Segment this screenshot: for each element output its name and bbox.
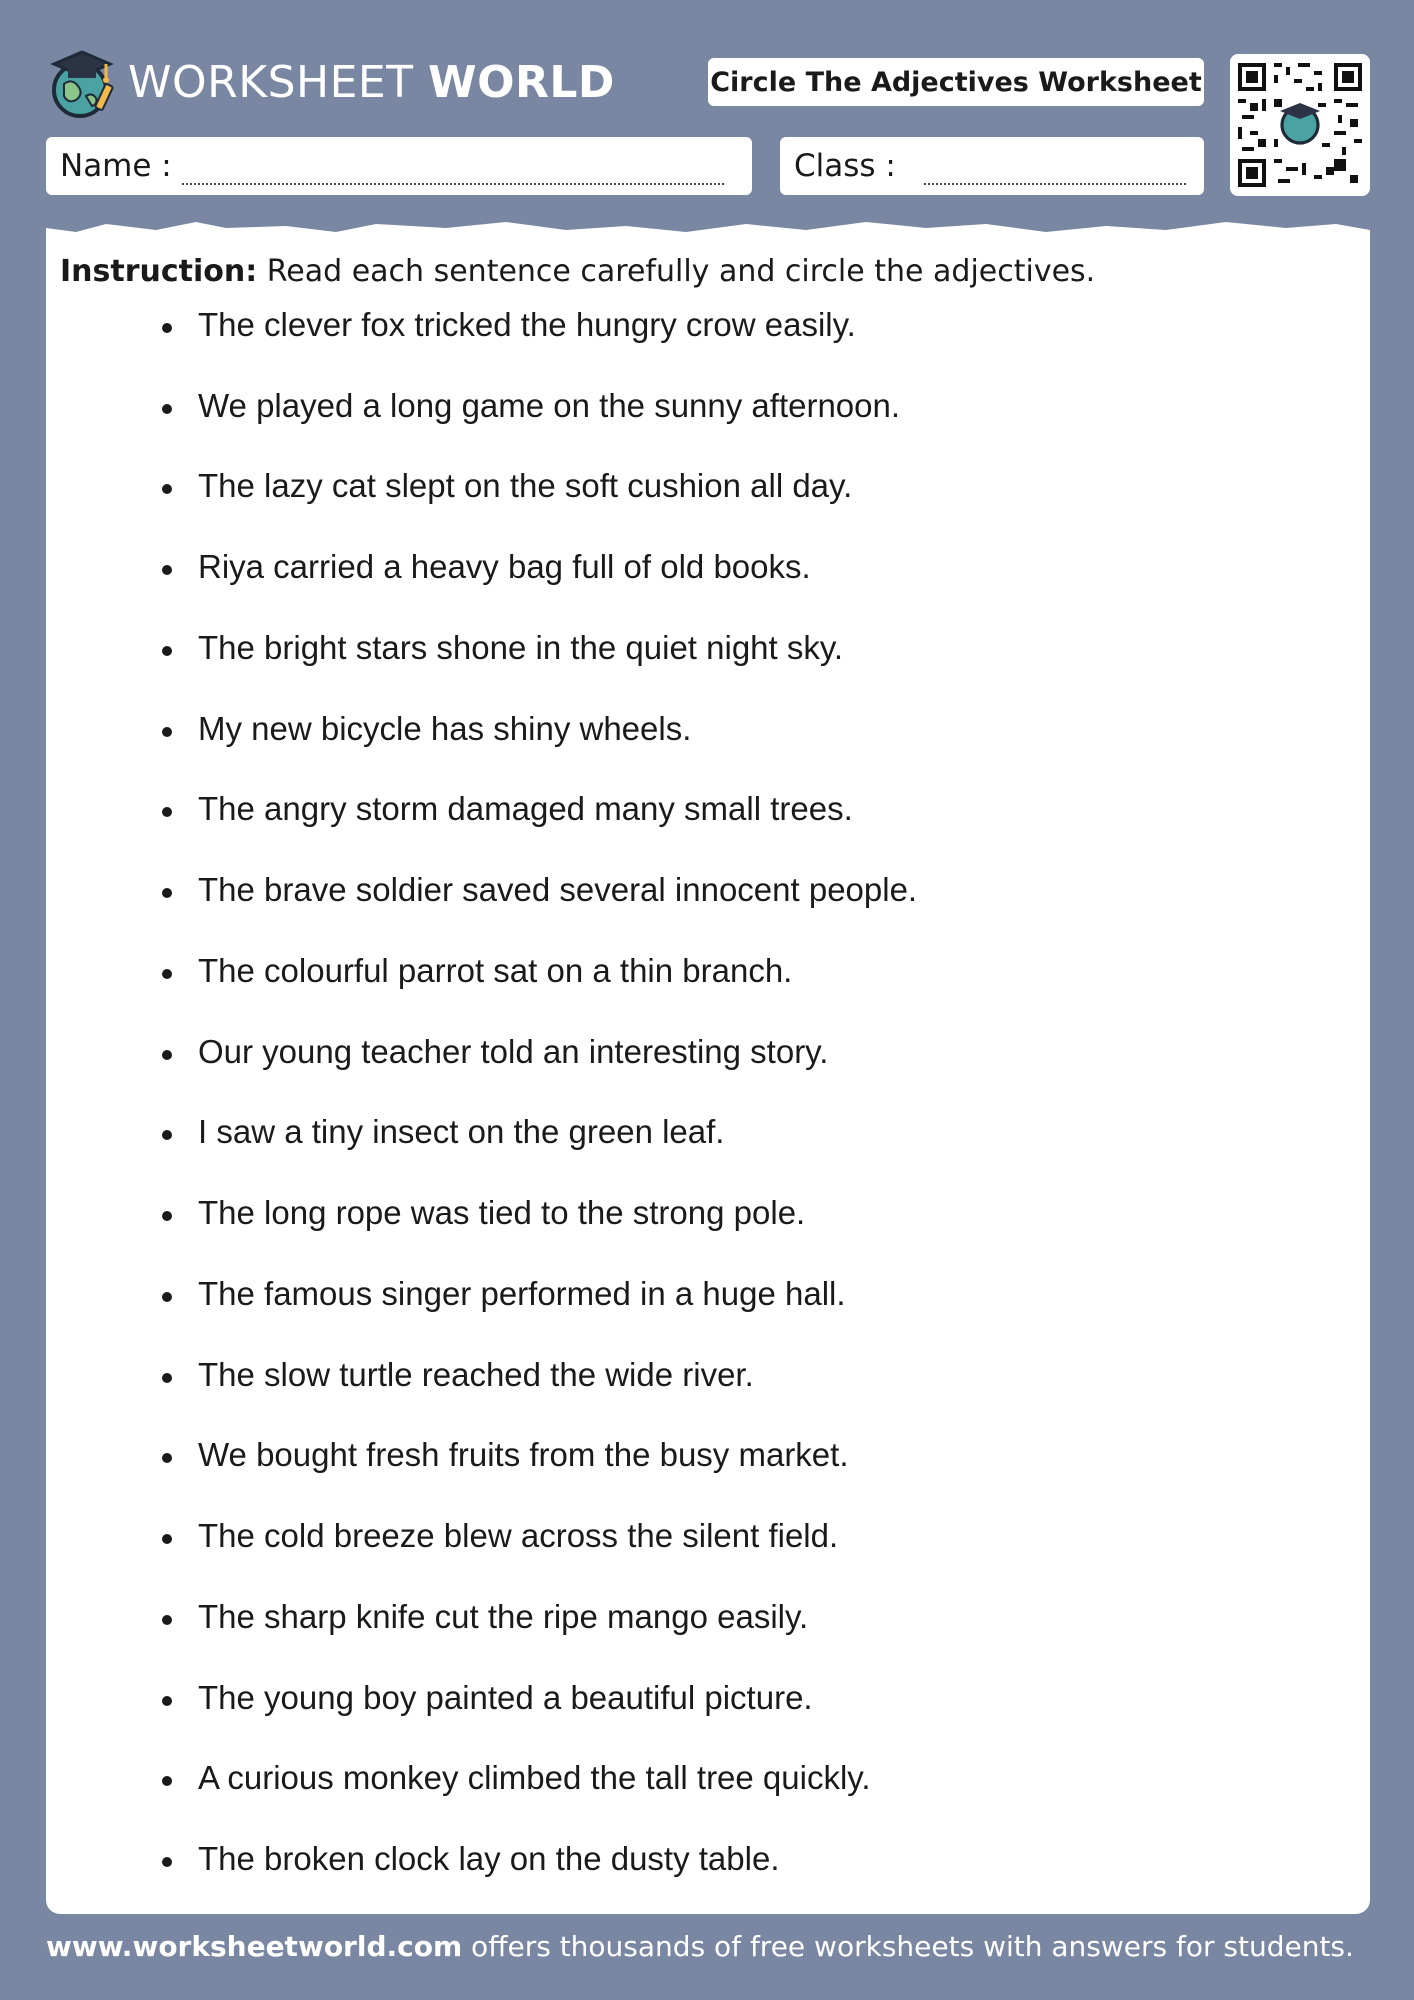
sentence: The slow turtle reached the wide river.	[198, 1356, 754, 1393]
bullet	[162, 1696, 172, 1706]
logo-wordmark	[128, 57, 615, 108]
sentence: The famous singer performed in a huge hall.	[198, 1275, 846, 1312]
sentence: The bright stars shone in the quiet night sky.	[198, 629, 844, 666]
bullet	[162, 1373, 172, 1383]
bullet	[162, 1615, 172, 1625]
sentence: The sharp knife cut the ripe mango easily.	[198, 1598, 809, 1635]
sentence: Our young teacher told an interesting story.	[198, 1033, 829, 1070]
logo-text-bold: WORLD	[428, 56, 615, 108]
sentence: The cold breeze blew across the silent field.	[198, 1517, 839, 1554]
name-writing-line[interactable]	[182, 183, 724, 185]
sentence: My new bicycle has shiny wheels.	[198, 710, 692, 747]
logo-text-light: WORKSHEET	[128, 56, 429, 108]
sentence: The young boy painted a beautiful picture.	[198, 1679, 813, 1716]
sentence: I saw a tiny insect on the green leaf.	[198, 1113, 725, 1150]
sentence: The brave soldier saved several innocent people.	[198, 871, 918, 908]
bullet	[162, 1534, 172, 1544]
worksheet-title: Circle The Adjectives Worksheet	[708, 58, 1204, 106]
bullet	[162, 1776, 172, 1786]
bullet	[162, 1453, 172, 1463]
class-label: Class :	[794, 148, 896, 184]
instruction-label: Instruction:	[60, 254, 258, 289]
sentence: A curious monkey climbed the tall tree quickly.	[198, 1759, 871, 1796]
bullet	[162, 646, 172, 656]
logo-icon	[46, 44, 118, 120]
worksheet-card	[46, 232, 1370, 1914]
instruction-text: Read each sentence carefully and circle the adjectives.	[257, 254, 1096, 289]
footer-text: offers thousands of free worksheets with answers for students.	[462, 1930, 1354, 1963]
bullet	[162, 969, 172, 979]
sentence: The broken clock lay on the dusty table.	[198, 1840, 780, 1877]
sentence: The long rope was tied to the strong pole.	[198, 1194, 806, 1231]
bullet	[162, 1211, 172, 1221]
bullet	[162, 888, 172, 898]
bullet	[162, 727, 172, 737]
brand-logo	[46, 42, 615, 122]
sentence: We played a long game on the sunny afternoon.	[198, 387, 901, 424]
bullet	[162, 323, 172, 333]
footer	[46, 1930, 1354, 1963]
sentence: The angry storm damaged many small trees.	[198, 790, 853, 827]
instruction	[60, 254, 1095, 289]
sentence: The colourful parrot sat on a thin branch.	[198, 952, 793, 989]
sentence: We bought fresh fruits from the busy market.	[198, 1436, 849, 1473]
bullet	[162, 484, 172, 494]
name-label: Name :	[60, 148, 172, 184]
name-field[interactable]	[46, 137, 752, 195]
class-field[interactable]	[780, 137, 1204, 195]
bullet	[162, 565, 172, 575]
bullet	[162, 807, 172, 817]
bullet	[162, 404, 172, 414]
bullet	[162, 1857, 172, 1867]
qr-code	[1230, 54, 1370, 196]
class-writing-line[interactable]	[924, 183, 1186, 185]
qr-code-icon	[1238, 63, 1362, 187]
footer-url-link[interactable]: www.worksheetworld.com	[46, 1930, 463, 1963]
sentence: The lazy cat slept on the soft cushion all day.	[198, 467, 853, 504]
bullet	[162, 1292, 172, 1302]
sentence: The clever fox tricked the hungry crow easily.	[198, 306, 856, 343]
sentence: Riya carried a heavy bag full of old books.	[198, 548, 811, 585]
bullet	[162, 1130, 172, 1140]
bullet	[162, 1050, 172, 1060]
